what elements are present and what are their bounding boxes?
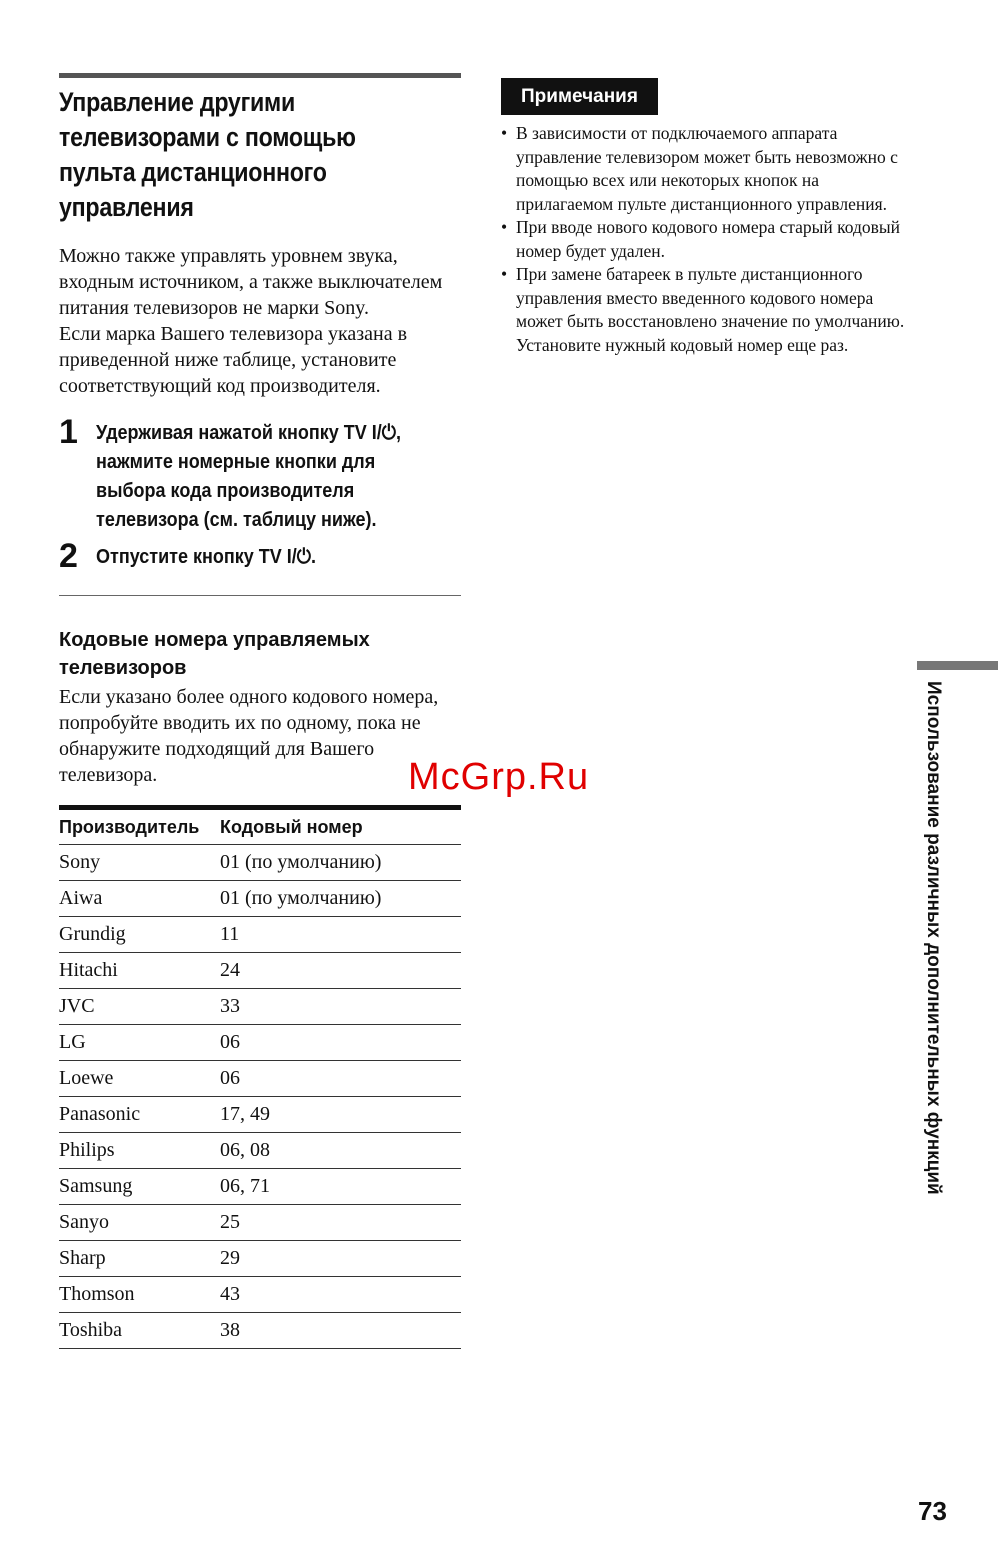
code-cell: 06, 08 [220, 1133, 461, 1169]
manufacturer-cell: JVC [59, 989, 220, 1025]
table-row [59, 1241, 461, 1277]
section-top-rule [59, 73, 461, 78]
manufacturer-cell: Panasonic [59, 1097, 220, 1133]
code-cell: 01 (по умолчанию) [220, 881, 461, 917]
manufacturer-cell: Samsung [59, 1169, 220, 1205]
step-number: 2 [59, 537, 78, 575]
step-item [59, 413, 461, 535]
manufacturer-cell: Philips [59, 1133, 220, 1169]
intro-paragraph: Можно также управлять уровнем звука, входным источником, а также выключателем питания телевизоров не марки Sony. [59, 245, 443, 319]
table-row [59, 881, 461, 917]
watermark: McGrp.Ru [408, 756, 590, 798]
bullet-icon: • [501, 264, 508, 284]
manufacturer-cell: Grundig [59, 917, 220, 953]
table-header-row [59, 808, 461, 845]
code-cell: 06, 71 [220, 1169, 461, 1205]
code-cell: 24 [220, 953, 461, 989]
table-row [59, 1025, 461, 1061]
code-cell: 33 [220, 989, 461, 1025]
code-cell: 29 [220, 1241, 461, 1277]
manufacturer-codes-table [59, 805, 461, 1349]
code-cell: 06 [220, 1061, 461, 1097]
page-number: 73 [918, 1496, 947, 1526]
steps-list [59, 413, 461, 575]
intro-paragraph: Если марка Вашего телевизора указана в приведенной ниже таблице, установите соответствующий код производителя. [59, 323, 408, 397]
step-item [59, 537, 461, 575]
notes-label: Примечания [501, 78, 658, 115]
manufacturer-cell: LG [59, 1025, 220, 1061]
note-text: В зависимости от подключаемого аппарата управление телевизором может быть невозможно с помощью всех или некоторых кнопок на прилагаемом пульте дистанционного управления. [516, 123, 898, 214]
list-item [501, 216, 911, 263]
table-row [59, 1277, 461, 1313]
table-row [59, 917, 461, 953]
code-cell: 38 [220, 1313, 461, 1349]
manufacturer-cell: Hitachi [59, 953, 220, 989]
manufacturer-cell: Aiwa [59, 881, 220, 917]
manufacturer-cell: Toshiba [59, 1313, 220, 1349]
code-cell: 11 [220, 917, 461, 953]
section-divider [59, 595, 461, 596]
left-column [59, 73, 461, 1349]
side-tab-bar [917, 661, 998, 670]
table-row [59, 1133, 461, 1169]
manufacturer-cell: Sharp [59, 1241, 220, 1277]
table-row [59, 1205, 461, 1241]
column-header-manufacturer: Производитель [59, 808, 220, 845]
codes-heading: Кодовые номера управляемых телевизоров [59, 629, 370, 679]
title-line: управления [59, 192, 194, 222]
table-row [59, 1169, 461, 1205]
manufacturer-cell: Sony [59, 845, 220, 881]
intro-text [59, 243, 461, 399]
table-row [59, 845, 461, 881]
notes-list [501, 122, 911, 357]
right-column [501, 78, 911, 357]
title-line: телевизорами с помощью [59, 122, 356, 152]
table-row [59, 1097, 461, 1133]
note-text: При вводе нового кодового номера старый кодовый номер будет удален. [516, 217, 901, 261]
manufacturer-cell: Thomson [59, 1277, 220, 1313]
codes-description: Если указано более одного кодового номера, попробуйте вводить их по одному, пока не обнаружите подходящий для Вашего телевизора. [59, 686, 439, 786]
bullet-icon: • [501, 217, 508, 237]
page-title [59, 85, 463, 225]
step-text: Удерживая нажатой кнопку TV I/⏻, нажмите номерные кнопки для выбора кода производителя телевизора (см. таблицу ниже). [96, 422, 401, 531]
step-number: 1 [59, 413, 78, 451]
side-tab-label: Использование различных дополнительных функций [923, 681, 944, 1195]
code-cell: 01 (по умолчанию) [220, 845, 461, 881]
note-text: При замене батареек в пульте дистанционного управления вместо введенного кодового номера может быть восстановлено значение по умолчанию. Установите нужный кодовый номер еще раз. [516, 264, 905, 355]
code-cell: 06 [220, 1025, 461, 1061]
title-line: пульта дистанционного [59, 157, 327, 187]
code-cell: 17, 49 [220, 1097, 461, 1133]
table-row [59, 989, 461, 1025]
code-cell: 25 [220, 1205, 461, 1241]
step-text: Отпустите кнопку TV I/⏻. [96, 546, 316, 568]
bullet-icon: • [501, 123, 508, 143]
list-item [501, 263, 911, 357]
table-row [59, 1061, 461, 1097]
manufacturer-cell: Loewe [59, 1061, 220, 1097]
manufacturer-cell: Sanyo [59, 1205, 220, 1241]
column-header-code: Кодовый номер [220, 808, 461, 845]
table-row [59, 953, 461, 989]
list-item [501, 122, 911, 216]
table-row [59, 1313, 461, 1349]
code-cell: 43 [220, 1277, 461, 1313]
title-line: Управление другими [59, 87, 295, 117]
